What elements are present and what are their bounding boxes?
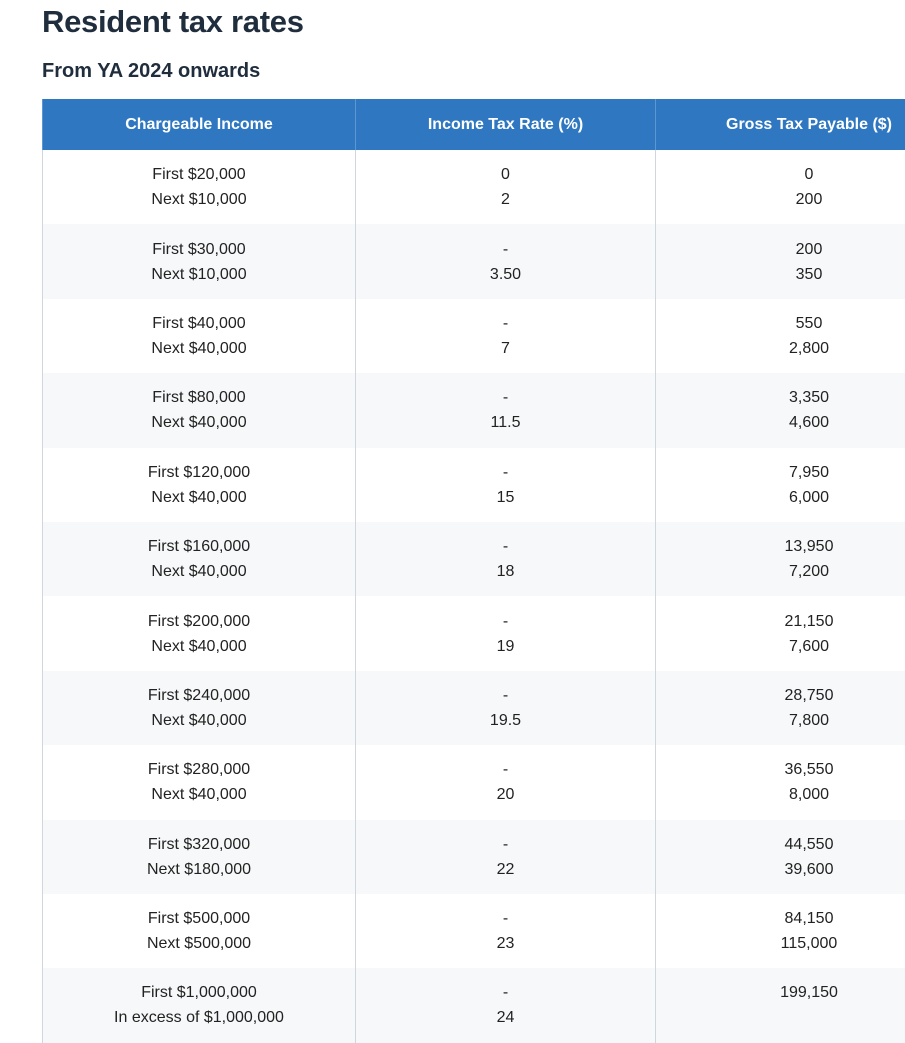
income-cell (43, 373, 356, 447)
table-row (43, 448, 905, 522)
rate-cell-line: 19 (356, 634, 655, 659)
payable-cell-line: 4,600 (696, 410, 905, 435)
header-chargeable-income: Chargeable Income (43, 99, 356, 150)
income-cell-line: First $240,000 (43, 683, 355, 708)
payable-cell-line: 6,000 (696, 485, 905, 510)
rate-cell-line: 2 (356, 187, 655, 212)
rate-cell-line: - (356, 980, 655, 1005)
payable-cell (656, 671, 905, 745)
rate-cell (356, 671, 656, 745)
payable-cell-line: 7,600 (696, 634, 905, 659)
payable-cell-line: 200 (696, 187, 905, 212)
income-cell-line: First $160,000 (43, 534, 355, 559)
rate-cell-line: 22 (356, 857, 655, 882)
income-cell (43, 150, 356, 224)
income-cell-line: First $1,000,000 (43, 980, 355, 1005)
rate-cell-line: - (356, 385, 655, 410)
payable-cell-line: 200 (696, 237, 905, 262)
payable-cell-line: 7,800 (696, 708, 905, 733)
payable-cell-line: 550 (696, 311, 905, 336)
payable-cell-line: 3,350 (696, 385, 905, 410)
payable-cell-line: 13,950 (696, 534, 905, 559)
rate-cell (356, 373, 656, 447)
table-row (43, 299, 905, 373)
income-cell (43, 299, 356, 373)
rate-cell-line: - (356, 757, 655, 782)
payable-cell (656, 224, 905, 298)
income-cell-line: Next $40,000 (43, 485, 355, 510)
payable-cell (656, 522, 905, 596)
payable-cell-line (696, 1005, 905, 1030)
rate-cell-line: - (356, 460, 655, 485)
income-cell (43, 522, 356, 596)
payable-cell (656, 299, 905, 373)
payable-cell-line: 199,150 (696, 980, 905, 1005)
rate-cell-line: 11.5 (356, 410, 655, 435)
payable-cell-line: 28,750 (696, 683, 905, 708)
income-cell-line: Next $40,000 (43, 708, 355, 733)
rate-cell (356, 596, 656, 670)
income-cell (43, 820, 356, 894)
income-cell-line: Next $180,000 (43, 857, 355, 882)
payable-cell-line: 7,200 (696, 559, 905, 584)
table-row (43, 150, 905, 224)
income-cell-line: Next $10,000 (43, 187, 355, 212)
payable-cell-line: 2,800 (696, 336, 905, 361)
rate-cell (356, 299, 656, 373)
rate-cell-line: 3.50 (356, 262, 655, 287)
rate-cell-line: - (356, 832, 655, 857)
income-cell (43, 596, 356, 670)
income-cell-line: Next $40,000 (43, 634, 355, 659)
rate-cell-line: 19.5 (356, 708, 655, 733)
payable-cell-line: 7,950 (696, 460, 905, 485)
rate-cell (356, 448, 656, 522)
income-cell-line: Next $500,000 (43, 931, 355, 956)
income-cell-line: First $80,000 (43, 385, 355, 410)
income-cell-line: First $30,000 (43, 237, 355, 262)
income-cell (43, 448, 356, 522)
rate-cell (356, 820, 656, 894)
rate-cell-line: 0 (356, 162, 655, 187)
income-cell-line: Next $40,000 (43, 782, 355, 807)
rate-cell (356, 968, 656, 1042)
rate-cell (356, 224, 656, 298)
rate-cell-line: - (356, 683, 655, 708)
page-title: Resident tax rates (42, 4, 304, 40)
table-row (43, 224, 905, 298)
table-row (43, 522, 905, 596)
tax-rates-table (42, 99, 905, 1043)
payable-cell-line: 39,600 (696, 857, 905, 882)
income-cell-line: Next $10,000 (43, 262, 355, 287)
header-income-tax-rate: Income Tax Rate (%) (356, 99, 656, 150)
income-cell-line: Next $40,000 (43, 559, 355, 584)
payable-cell (656, 373, 905, 447)
payable-cell-line: 36,550 (696, 757, 905, 782)
income-cell-line: In excess of $1,000,000 (43, 1005, 355, 1030)
income-cell-line: First $20,000 (43, 162, 355, 187)
rate-cell-line: 15 (356, 485, 655, 510)
income-cell-line: First $40,000 (43, 311, 355, 336)
payable-cell (656, 596, 905, 670)
table-row (43, 968, 905, 1042)
income-cell-line: Next $40,000 (43, 336, 355, 361)
payable-cell (656, 820, 905, 894)
payable-cell-line: 0 (696, 162, 905, 187)
table-row (43, 373, 905, 447)
payable-cell-line: 84,150 (696, 906, 905, 931)
table-row (43, 745, 905, 819)
rate-cell (356, 894, 656, 968)
rate-cell-line: - (356, 311, 655, 336)
rate-cell (356, 150, 656, 224)
rate-cell-line: - (356, 906, 655, 931)
income-cell-line: First $320,000 (43, 832, 355, 857)
table-row (43, 894, 905, 968)
rate-cell-line: 20 (356, 782, 655, 807)
rate-cell-line: 7 (356, 336, 655, 361)
rate-cell (356, 522, 656, 596)
rate-cell-line: 24 (356, 1005, 655, 1030)
payable-cell-line: 115,000 (696, 931, 905, 956)
table-row (43, 820, 905, 894)
payable-cell (656, 745, 905, 819)
income-cell-line: First $200,000 (43, 609, 355, 634)
rate-cell-line: 23 (356, 931, 655, 956)
payable-cell-line: 350 (696, 262, 905, 287)
income-cell (43, 671, 356, 745)
payable-cell (656, 894, 905, 968)
payable-cell (656, 150, 905, 224)
page-subtitle: From YA 2024 onwards (42, 60, 260, 83)
income-cell (43, 894, 356, 968)
payable-cell-line: 8,000 (696, 782, 905, 807)
payable-cell (656, 448, 905, 522)
income-cell (43, 224, 356, 298)
payable-cell-line: 21,150 (696, 609, 905, 634)
rate-cell-line: - (356, 534, 655, 559)
table-row (43, 596, 905, 670)
rate-cell-line: - (356, 237, 655, 262)
income-cell-line: First $120,000 (43, 460, 355, 485)
table-header-row (43, 99, 905, 150)
payable-cell-line: 44,550 (696, 832, 905, 857)
income-cell-line: First $280,000 (43, 757, 355, 782)
rate-cell (356, 745, 656, 819)
table-row (43, 671, 905, 745)
payable-cell (656, 968, 905, 1042)
income-cell (43, 745, 356, 819)
header-gross-tax-payable: Gross Tax Payable ($) (656, 99, 905, 150)
income-cell (43, 968, 356, 1042)
income-cell-line: First $500,000 (43, 906, 355, 931)
rate-cell-line: - (356, 609, 655, 634)
income-cell-line: Next $40,000 (43, 410, 355, 435)
rate-cell-line: 18 (356, 559, 655, 584)
